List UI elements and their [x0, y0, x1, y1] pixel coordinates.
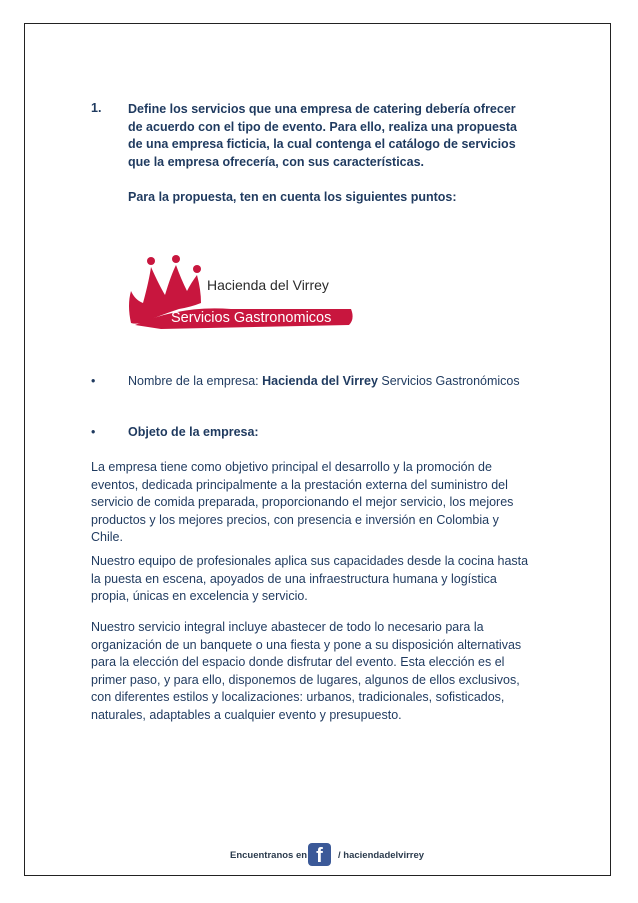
facebook-icon[interactable]: f [308, 843, 331, 866]
question-line: Define los servicios que una empresa de catering debería ofrecer [128, 102, 516, 116]
company-logo [121, 245, 361, 330]
company-name-text [128, 374, 520, 388]
footer-social [230, 841, 450, 871]
question-subtitle: Para la propuesta, ten en cuenta los siguientes puntos: [128, 190, 457, 204]
paragraph-objective [91, 459, 541, 547]
paragraph-team [91, 553, 541, 606]
question-text [128, 101, 548, 171]
logo-line-2: Servicios Gastronomicos [171, 310, 332, 326]
facebook-handle[interactable]: / haciendadelvirrey [338, 850, 425, 861]
paragraph-line: la puesta en escena, apoyados de una infraestructura humana y logística [91, 571, 497, 586]
question-line: de acuerdo con el tipo de evento. Para ello, realiza una propuesta [128, 119, 517, 134]
paragraph-line: eventos, dedicada principalmente a la prestación externa del suministro del [91, 477, 508, 492]
paragraph-line: naturales, adaptables a cualquier evento y presupuesto. [91, 707, 402, 722]
question-number: 1. [91, 101, 102, 115]
paragraph-line: con diferentes estilos y localizaciones: urbanos, tradicionales, sofisticados, [91, 690, 505, 704]
company-name-label: Nombre de la empresa: [128, 374, 263, 388]
question-line: de una empresa ficticia, la cual contenga el catálogo de servicios [128, 137, 516, 151]
company-object-label: Objeto de la empresa: [128, 425, 259, 439]
company-name-bold: Hacienda del Virrey [262, 374, 378, 388]
bullet-dot: • [91, 425, 96, 439]
company-name-rest: Servicios Gastronómicos [377, 374, 520, 388]
bullet-dot: • [91, 374, 96, 388]
paragraph-line: organización de un banquete o una fiesta y pone a su disposición alternativas [91, 637, 522, 652]
paragraph-line: servicio de comida preparada, proporcionando el mejor servicio, los mejores [91, 495, 514, 509]
paragraph-line: La empresa tiene como objetivo principal el desarrollo y la promoción de [91, 460, 492, 474]
paragraph-line: Chile. [91, 530, 123, 544]
footer-label: Encuentranos en [230, 850, 308, 861]
paragraph-line: Nuestro servicio integral incluye abastecer de todo lo necesario para la [91, 620, 484, 634]
paragraph-line: productos y los mejores precios, con presencia e inversión en Colombia y [91, 512, 499, 527]
paragraph-line: primer paso, y para ello, disponemos de lugares, algunos de ellos exclusivos, [91, 672, 520, 687]
paragraph-line: Nuestro equipo de profesionales aplica sus capacidades desde la cocina hasta [91, 554, 529, 568]
paragraph-service [91, 619, 541, 724]
paragraph-line: propia, únicas en excelencia y servicio. [91, 589, 308, 603]
logo-line-1: Hacienda del Virrey [207, 277, 329, 293]
paragraph-line: para la elección del espacio donde disfrutar del evento. Esta elección es el [91, 655, 505, 669]
question-line: que la empresa ofrecería, con sus características. [128, 154, 424, 169]
